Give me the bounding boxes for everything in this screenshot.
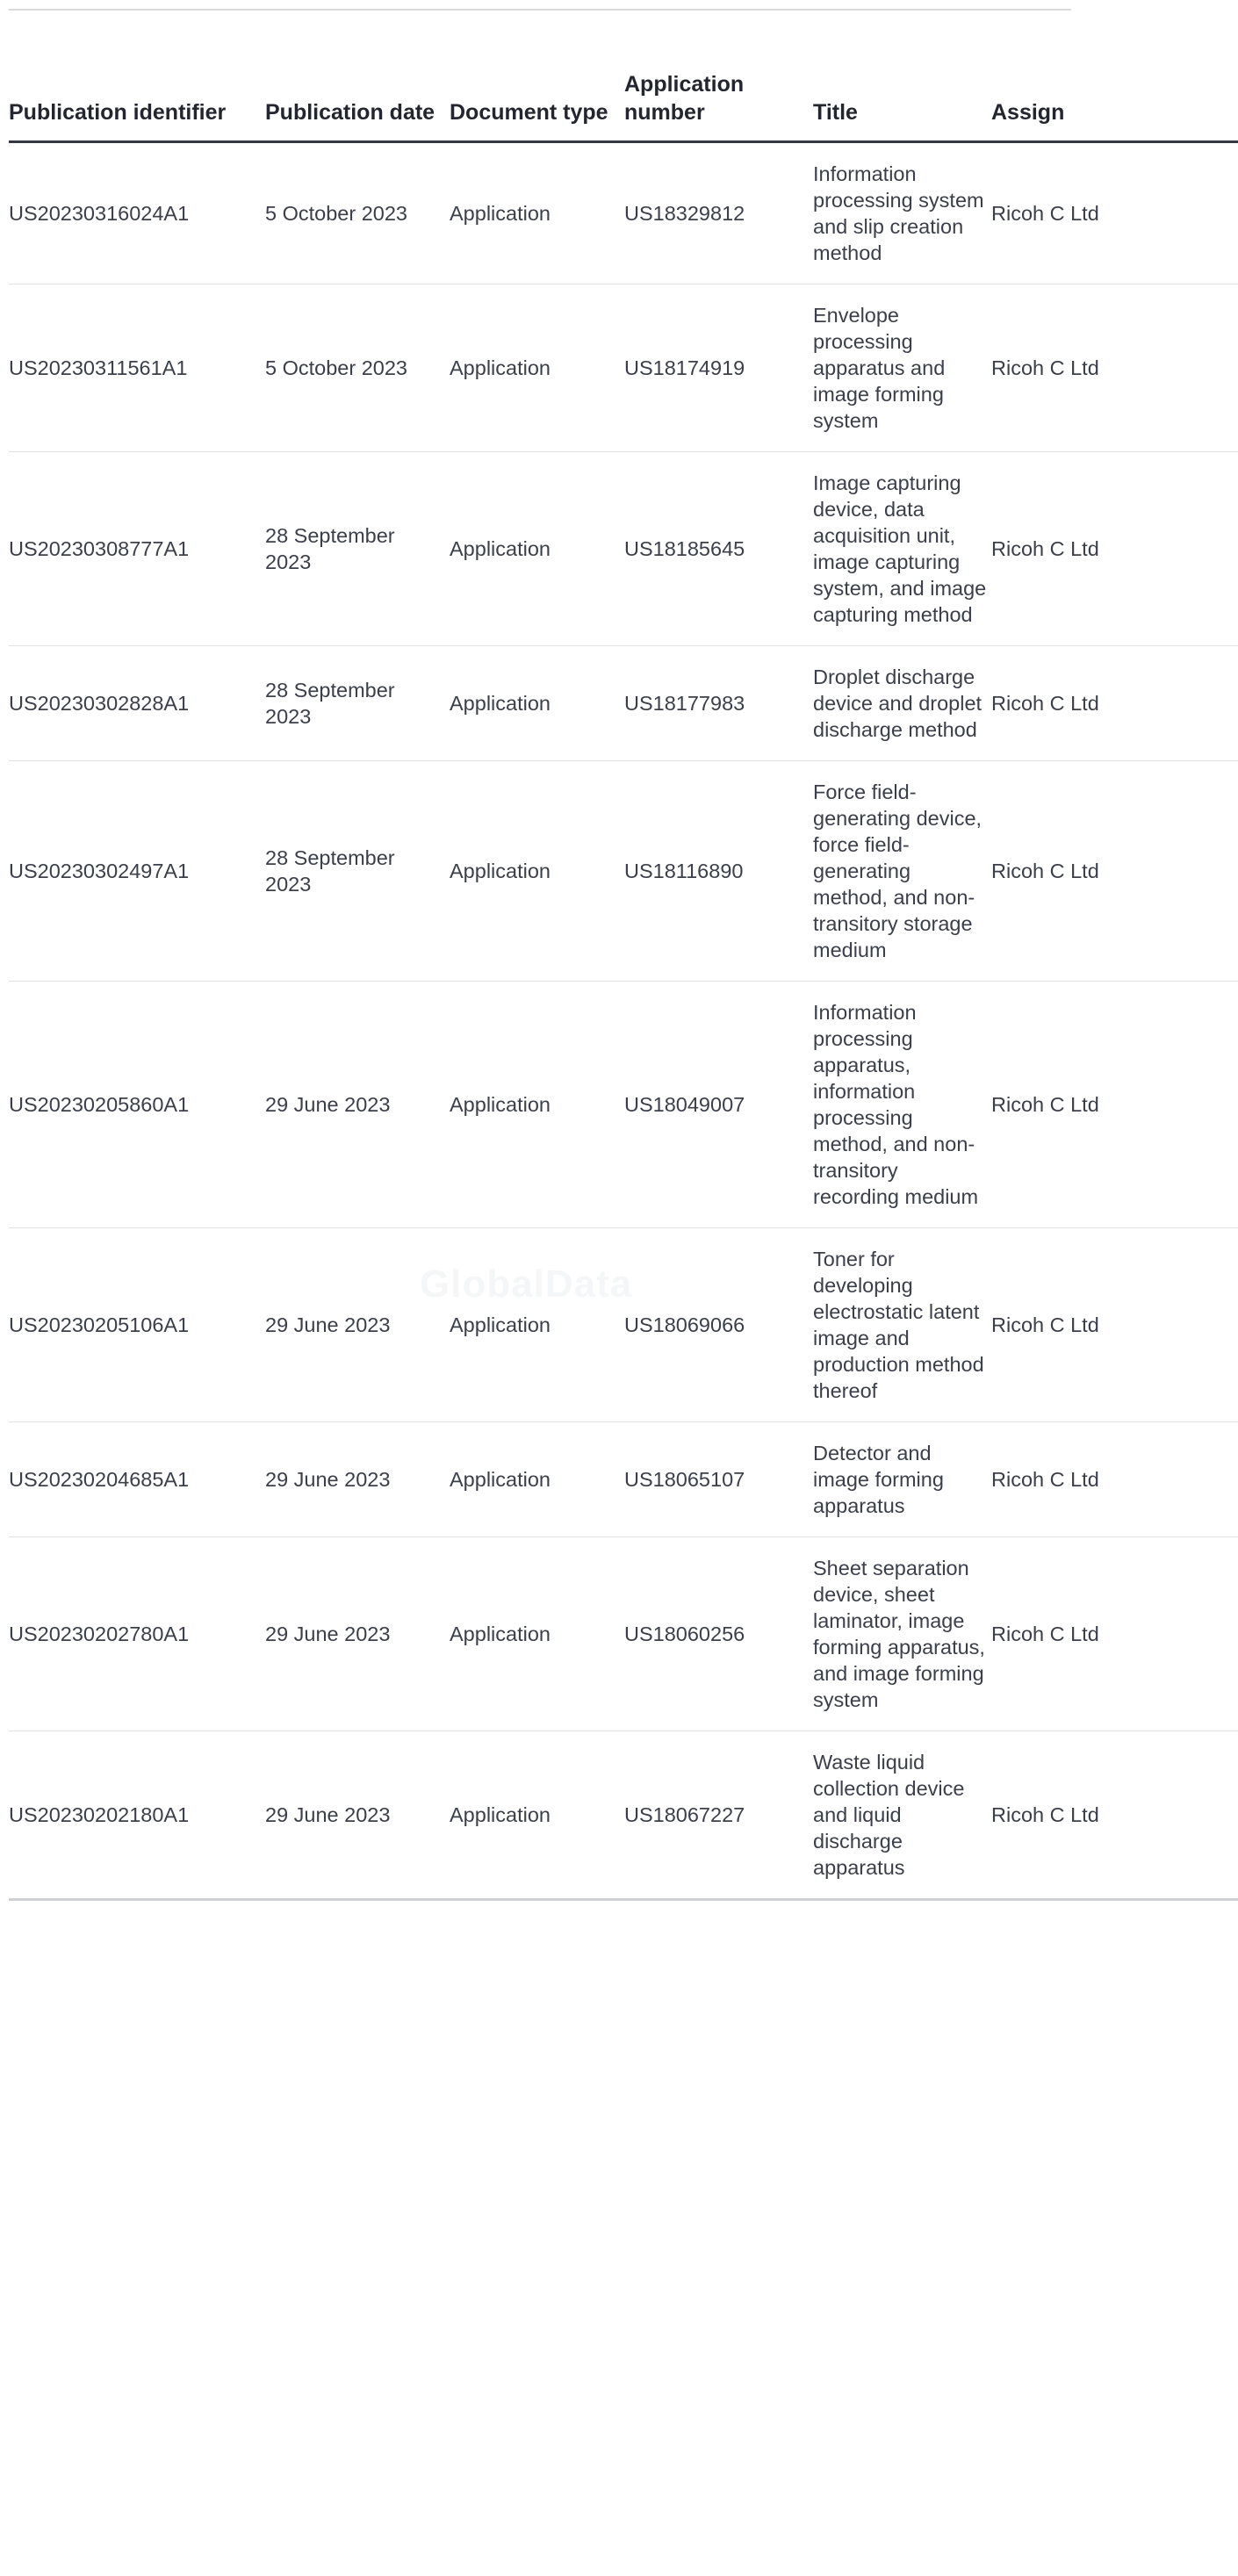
cell-publication-date: 28 September 2023 [265,452,450,646]
watermark: GlobalData [420,1263,633,1306]
table-row [9,284,1238,452]
table-row [9,982,1238,1228]
cell-document-type: Application [450,646,624,761]
table-row [9,1422,1238,1537]
cell-assignee: Ricoh C Ltd [991,982,1238,1228]
cell-publication-identifier: US20230311561A1 [9,284,265,452]
table-row [9,1228,1238,1422]
cell-application-number: US18174919 [624,284,813,452]
cell-document-type: Application [450,1537,624,1731]
header-application-number: Application number [624,61,813,142]
cell-title: Droplet discharge device and droplet discharge method [813,646,991,761]
table-row [9,452,1238,646]
cell-application-number: US18177983 [624,646,813,761]
cell-publication-date: 29 June 2023 [265,1422,450,1537]
top-divider [9,9,1071,11]
cell-publication-date: 28 September 2023 [265,646,450,761]
cell-assignee: Ricoh C Ltd [991,1537,1238,1731]
cell-publication-identifier: US20230302828A1 [9,646,265,761]
cell-application-number: US18116890 [624,761,813,982]
header-document-type: Document type [450,61,624,142]
table-row [9,761,1238,982]
cell-publication-identifier: US20230316024A1 [9,142,265,284]
cell-publication-date: 5 October 2023 [265,284,450,452]
cell-assignee: Ricoh C Ltd [991,284,1238,452]
cell-publication-date: 29 June 2023 [265,1731,450,1900]
table-header [9,61,1238,142]
cell-application-number: US18060256 [624,1537,813,1731]
cell-assignee: Ricoh C Ltd [991,452,1238,646]
table-row [9,646,1238,761]
cell-application-number: US18185645 [624,452,813,646]
cell-document-type: Application [450,142,624,284]
cell-title: Image capturing device, data acquisition unit, image capturing system, and image capturing method [813,452,991,646]
cell-publication-identifier: US20230202180A1 [9,1731,265,1900]
cell-publication-identifier: US20230204685A1 [9,1422,265,1537]
cell-document-type: Application [450,982,624,1228]
cell-title: Force field-generating device, force field-generating method, and non-transitory storage medium [813,761,991,982]
cell-publication-date: 29 June 2023 [265,1228,450,1422]
cell-publication-identifier: US20230308777A1 [9,452,265,646]
header-publication-date: Publication date [265,61,450,142]
header-row [9,61,1238,142]
cell-publication-identifier: US20230205860A1 [9,982,265,1228]
cell-publication-identifier: US20230302497A1 [9,761,265,982]
cell-title: Sheet separation device, sheet laminator, image forming apparatus, and image forming system [813,1537,991,1731]
cell-assignee: Ricoh C Ltd [991,1228,1238,1422]
cell-title: Detector and image forming apparatus [813,1422,991,1537]
cell-assignee: Ricoh C Ltd [991,761,1238,982]
cell-application-number: US18069066 [624,1228,813,1422]
cell-document-type: Application [450,761,624,982]
header-assignee: Assign [991,61,1238,142]
cell-application-number: US18065107 [624,1422,813,1537]
table-row [9,1731,1238,1900]
header-publication-identifier: Publication identifier [9,61,265,142]
cell-document-type: Application [450,1731,624,1900]
cell-document-type: Application [450,1422,624,1537]
cell-publication-identifier: US20230205106A1 [9,1228,265,1422]
cell-title: Information processing system and slip creation method [813,142,991,284]
table-row [9,1537,1238,1731]
cell-title: Waste liquid collection device and liquid discharge apparatus [813,1731,991,1900]
cell-assignee: Ricoh C Ltd [991,1422,1238,1537]
cell-assignee: Ricoh C Ltd [991,142,1238,284]
cell-application-number: US18329812 [624,142,813,284]
table-body [9,142,1238,1900]
patent-table-container [9,61,1238,1901]
cell-assignee: Ricoh C Ltd [991,1731,1238,1900]
header-title: Title [813,61,991,142]
cell-application-number: US18049007 [624,982,813,1228]
cell-title: Information processing apparatus, information processing method, and non-transitory recording medium [813,982,991,1228]
cell-publication-date: 29 June 2023 [265,982,450,1228]
cell-assignee: Ricoh C Ltd [991,646,1238,761]
cell-publication-date: 28 September 2023 [265,761,450,982]
table-row [9,142,1238,284]
cell-document-type: Application [450,1228,624,1422]
cell-title: Toner for developing electrostatic latent image and production method thereof [813,1228,991,1422]
cell-application-number: US18067227 [624,1731,813,1900]
cell-publication-identifier: US20230202780A1 [9,1537,265,1731]
cell-publication-date: 29 June 2023 [265,1537,450,1731]
cell-title: Envelope processing apparatus and image forming system [813,284,991,452]
cell-document-type: Application [450,452,624,646]
cell-publication-date: 5 October 2023 [265,142,450,284]
patent-publications-table [9,61,1238,1901]
cell-document-type: Application [450,284,624,452]
